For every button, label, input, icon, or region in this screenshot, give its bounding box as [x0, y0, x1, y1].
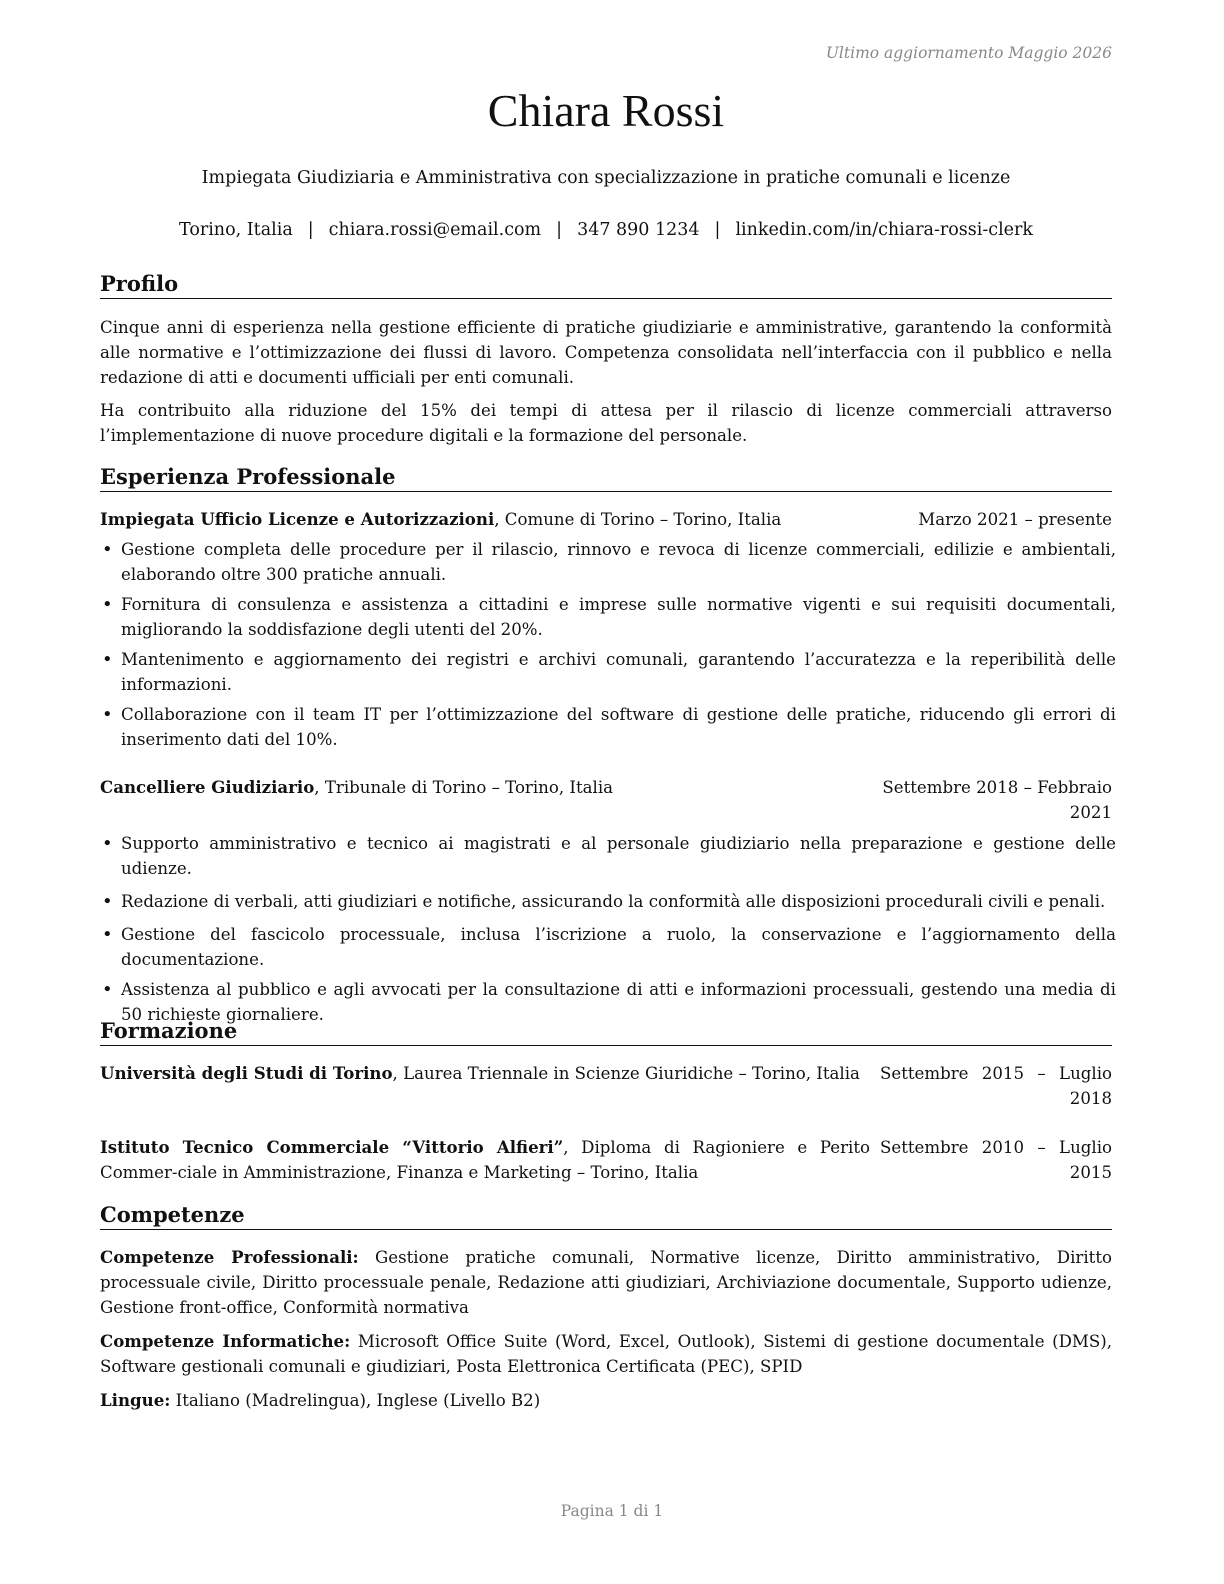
job-org: , Comune di Torino – Torino, Italia [494, 510, 782, 529]
skill-group [100, 1388, 1112, 1413]
education-detail: , Laurea Triennale in Scienze Giuridiche – Torino, Italia [392, 1064, 860, 1083]
list-item: • Fornitura di consulenza e assistenza a cittadini e imprese sulle normative vigenti e sui requisiti documentali, migliorando la soddisfazione degli utenti del 20%. [100, 592, 1116, 642]
section-title-education: Formazione [100, 1018, 1112, 1046]
contact-phone[interactable]: 347 890 1234 [577, 220, 700, 240]
education-description [100, 1061, 870, 1086]
job-role: Impiegata Ufficio Licenze e Autorizzazioni [100, 509, 495, 529]
skill-group [100, 1329, 1112, 1379]
list-item: • Supporto amministrativo e tecnico ai magistrati e al personale giudiziario nella preparazione e gestione delle udienze. [100, 831, 1116, 881]
education-school: Università degli Studi di Torino [100, 1063, 393, 1083]
education-dates: Settembre 2010 – Luglio 2015 [880, 1138, 1112, 1182]
contact-linkedin[interactable]: linkedin.com/in/chiara-rossi-clerk [735, 220, 1033, 240]
education-detail: , Diploma di Ragioniere e Perito Commer-ciale in Amministrazione, Finanza e Marketing – Torino, Italia [100, 1138, 871, 1182]
list-item: • Gestione completa delle procedure per il rilascio, rinnovo e revoca di licenze commerciali, edilizie e ambientali, elaborando oltre 300 pratiche annuali. [100, 537, 1116, 587]
skill-label: Competenze Informatiche: [100, 1331, 351, 1351]
page-number: Pagina 1 di 1 [560, 1502, 664, 1520]
candidate-subtitle: Impiegata Giudiziaria e Amministrativa con specializzazione in pratiche comunali e licenze [201, 168, 1011, 188]
contact-separator: | [307, 220, 314, 240]
contact-separator: | [556, 220, 563, 240]
list-item: • Collaborazione con il team IT per l’ottimizzazione del software di gestione delle pratiche, riducendo gli errori di inserimento dati del 10%. [100, 702, 1116, 752]
list-item: • Assistenza al pubblico e agli avvocati per la consultazione di atti e informazioni processuali, gestendo una media di 50 richieste giornaliere. [100, 977, 1116, 1027]
job-title-line [100, 507, 781, 532]
skill-label: Competenze Professionali: [100, 1247, 359, 1267]
section-title-experience: Esperienza Professionale [100, 464, 1112, 492]
job-title-line [100, 775, 613, 800]
list-item: • Mantenimento e aggiornamento dei registri e archivi comunali, garantendo l’accuratezza e la reperibilità delle informazioni. [100, 647, 1116, 697]
skill-value: Italiano (Madrelingua), Inglese (Livello B2) [175, 1391, 541, 1410]
skill-value: Gestione pratiche comunali, Normative licenze, Diritto amministrativo, Diritto processuale civile, Diritto processuale penale, Redazione atti giudiziari, Archiviazione documentale, Supporto udienze, Gestione front-office, Conformità normativa [100, 1248, 1112, 1317]
profile-paragraph: Cinque anni di esperienza nella gestione efficiente di pratiche giudiziarie e amministrative, garantendo la conformità alle normative e l’ottimizzazione dei flussi di lavoro. Competenza consolidata nell’interfaccia con il pubblico e nella redazione di atti e documenti ufficiali per enti comunali. [100, 318, 1112, 387]
list-item: • Gestione del fascicolo processuale, inclusa l’iscrizione a ruolo, la conservazione e l’aggiornamento della documentazione. [100, 922, 1116, 972]
job-role: Cancelliere Giudiziario [100, 777, 315, 797]
education-school: Istituto Tecnico Commerciale “Vittorio Alfieri” [100, 1137, 564, 1157]
section-title-skills: Competenze [100, 1202, 1112, 1230]
skill-value: Microsoft Office Suite (Word, Excel, Outlook), Sistemi di gestione documentale (DMS), Software gestionali comunali e giudiziari, Posta Elettronica Certificata (PEC), SPID [100, 1332, 1112, 1376]
contact-line [100, 220, 1112, 240]
profile-paragraph: Ha contribuito alla riduzione del 15% dei tempi di attesa per il rilascio di licenze commerciali attraverso l’implementazione di nuove procedure digitali e la formazione del personale. [100, 401, 1112, 445]
job-dates: Marzo 2021 – presente [918, 510, 1112, 529]
job-dates: Settembre 2018 – Febbraio 2021 [882, 778, 1112, 822]
job-bullets [100, 537, 1116, 757]
last-updated-note: Ultimo aggiornamento Maggio 2026 [825, 44, 1112, 62]
section-title-profile: Profilo [100, 271, 1112, 299]
list-item: • Redazione di verbali, atti giudiziari e notifiche, assicurando la conformità alle disposizioni procedurali civili e penali. [100, 889, 1116, 914]
education-description [100, 1135, 870, 1185]
skill-label: Lingue: [100, 1390, 171, 1410]
contact-separator: | [714, 220, 721, 240]
job-bullets [100, 831, 1116, 1032]
candidate-name: Chiara Rossi [487, 85, 725, 136]
skill-group [100, 1245, 1112, 1320]
education-dates: Settembre 2015 – Luglio 2018 [880, 1064, 1112, 1108]
contact-email[interactable]: chiara.rossi@email.com [328, 220, 542, 240]
job-org: , Tribunale di Torino – Torino, Italia [314, 778, 614, 797]
contact-location: Torino, Italia [179, 220, 293, 240]
